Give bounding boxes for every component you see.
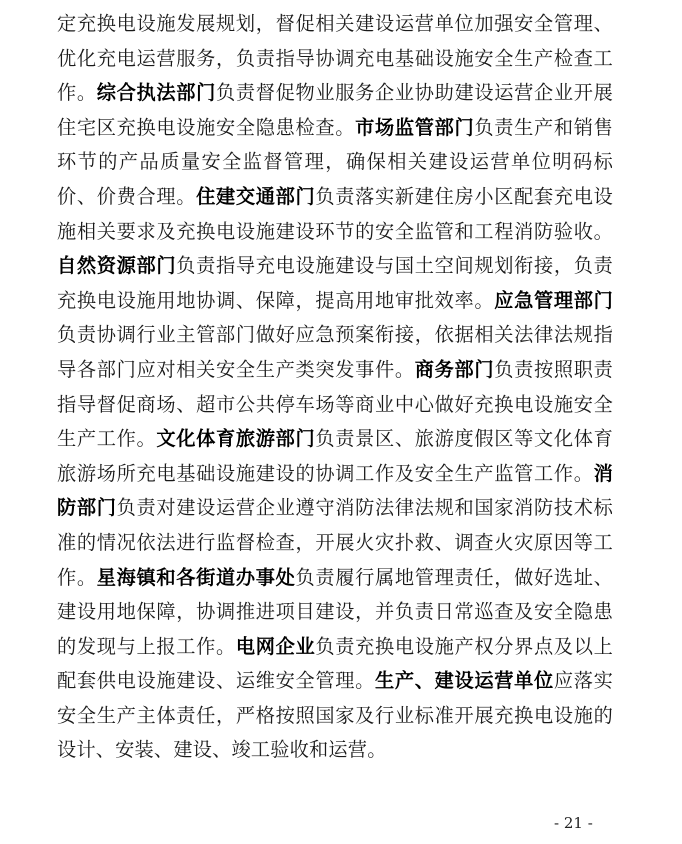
dept-duty: 负责落实新建住房小区配套充电设施相关要求及充换电设施建设环节的安全监管和工程消防验收。 [57,184,614,243]
dept-name: 文化体育旅游部门 [156,427,316,451]
dept-duty: 负责按照职责指导督促商场、超市公共停车场等商业中心做好充换电设施安全生产工作。 [57,357,613,451]
dept-duty: 负责充换电设施产权分界点及以上配套供电设施建设、运维安全管理。 [57,634,613,693]
dept-name: 星海镇和各街道办事处 [96,565,296,589]
dept-name: 消防部门 [57,461,613,520]
page-number: - 21 - [554,814,593,832]
body-paragraph [57,7,613,768]
dept-duty: 负责督促物业服务企业协助建设运营企业开展住宅区充换电设施安全隐患检查。 [57,81,613,139]
dept-duty: 负责生产和销售环节的产品质量安全监督管理，确保相关建设运营单位明码标价、价费合理。 [57,115,614,208]
dept-name: 综合执法部门 [96,81,216,105]
dept-name: 生产、建设运营单位 [374,669,554,693]
dept-duty: 负责履行属地管理责任，做好选址、建设用地保障，协调推进项目建设，并负责日常巡查及安全隐患的发现与上报工作。 [57,565,613,658]
dept-name: 应急管理部门 [494,288,613,312]
lead-text: 定充换电设施发展规划，督促相关建设运营单位加强安全管理、优化充电运营服务，负责指导协调充电基础设施安全生产检查工作。 [57,12,613,105]
dept-duty: 负责景区、旅游度假区等文化体育旅游场所充电基础设施建设的协调工作及安全生产监管工作。 [57,427,614,485]
dept-duty: 负责协调行业主管部门做好应急预案衔接，依据相关法律法规指导各部门应对相关安全生产类突发事件。 [57,323,613,381]
dept-duty: 应落实安全生产主体责任，严格按照国家及行业标准开展充换电设施的设计、安装、建设、竣工验收和运营。 [57,669,613,762]
dept-duty: 负责指导充电设施建设与国土空间规划衔接，负责充换电设施用地协调、保障，提高用地审批效率。 [57,254,613,312]
dept-duty: 负责对建设运营企业遵守消防法律法规和国家消防技术标准的情况依法进行监督检查，开展火灾扑救、调查火灾原因等工作。 [57,496,613,589]
dept-name: 商务部门 [414,357,495,381]
dept-name: 市场监管部门 [355,115,475,139]
dept-name: 住建交通部门 [196,184,316,208]
dept-name: 自然资源部门 [57,254,177,278]
dept-name: 电网企业 [235,634,316,658]
